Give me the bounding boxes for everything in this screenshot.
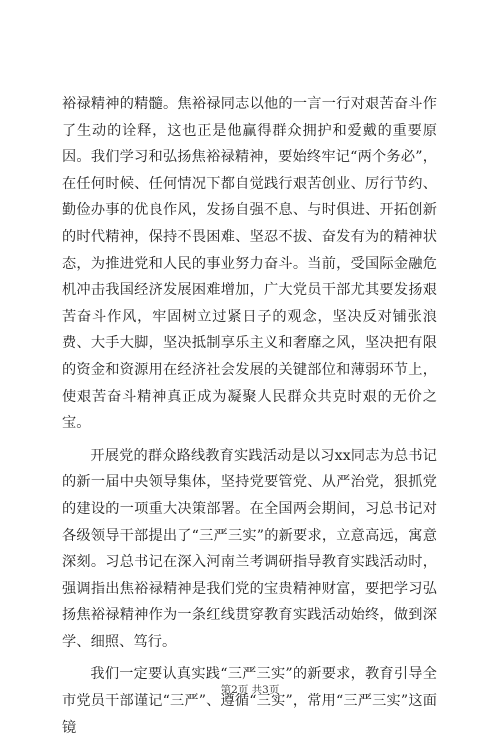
paragraph-2: 开展党的群众路线教育实践活动是以习xx同志为总书记的新一届中央领导集体，坚持党要管党、从严治党，狠抓党的建设的一项重大决策部署。在全国两会期间，习总书记对各级领导干部提出了“三严三实”的新要求，立意高远，寓意深刻。习总书记在深入河南兰考调研指导教育实践活动时，强调指出焦裕禄精神是我们党的宝贵精神财富，要把学习弘扬焦裕禄精神作为一条红线贯穿教育实践活动始终，做到深学、细照、笃行。 [62, 447, 437, 650]
paragraph-1: 裕禄精神的精髓。焦裕禄同志以他的一言一行对艰苦奋斗作了生动的诠释，这也正是他赢得群众拥护和爱戴的重要原因。我们学习和弘扬焦裕禄精神，要始终牢记“两个务必”，在任何时候、任何情况下都自觉践行艰苦创业、厉行节约、勤俭办事的优良作风，发扬自强不息、与时俱进、开拓创新的时代精神，保持不畏困难、坚忍不拔、奋发有为的精神状态，为推进党和人民的事业努力奋斗。当前，受国际金融危机冲击我国经济发展困难增加，广大党员干部尤其要发扬艰苦奋斗作风，牢固树立过紧日子的观念，坚决反对铺张浪费、大手大脚，坚决抵制享乐主义和奢靡之风，坚决把有限的资金和资源用在经济社会发展的关键部位和薄弱环节上，使艰苦奋斗精神真正成为凝聚人民群众共克时艰的无价之宝。 [62, 96, 437, 432]
page-number-footer: 第2页 共3页 [220, 684, 280, 696]
document-body [62, 91, 437, 747]
paragraph-3: 我们一定要认真实践“三严三实”的新要求，教育引导全市党员干部谨记“三严”、遵循“三实”，常用“三严三实”这面镜 [62, 666, 437, 736]
